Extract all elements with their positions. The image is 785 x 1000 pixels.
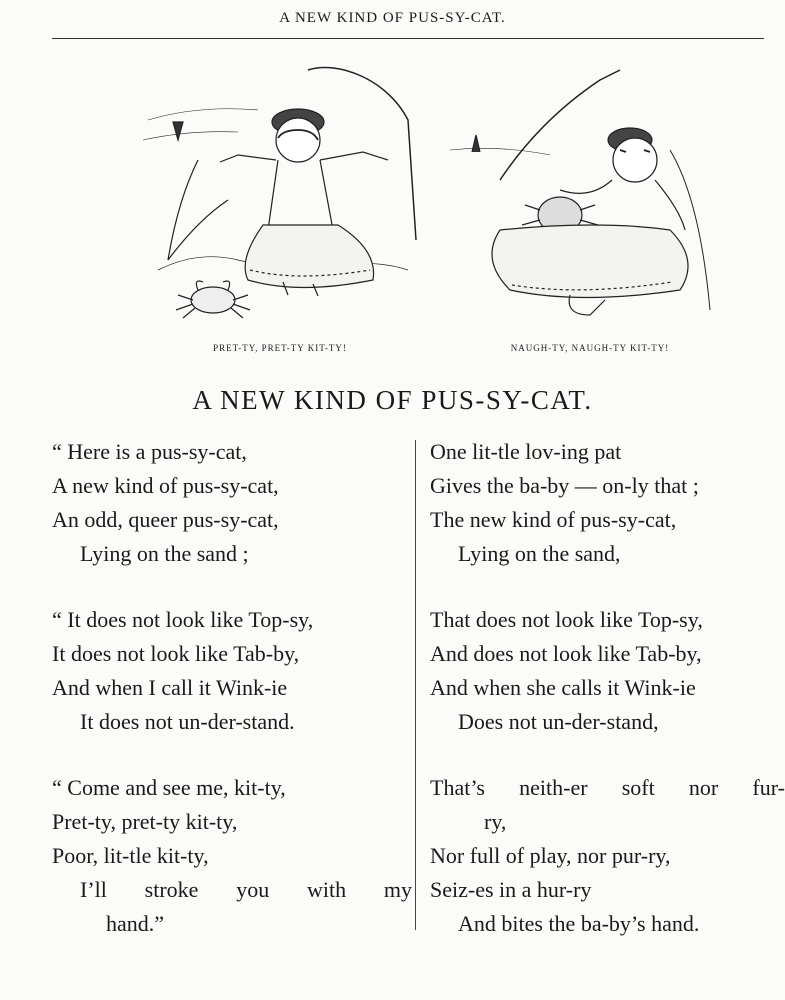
poem-word: fur-	[752, 775, 785, 800]
poem-line: An odd, queer pus-sy-cat,	[52, 507, 279, 532]
poem-line: Pret-ty, pret-ty kit-ty,	[52, 809, 238, 834]
column-divider	[415, 440, 416, 930]
poem-line: A new kind of pus-sy-cat,	[52, 473, 279, 498]
poem-word: That’s	[430, 775, 485, 800]
poem-line-justified	[430, 771, 785, 805]
poem-line: “ Come and see me, kit-ty,	[52, 775, 286, 800]
poem-line: Lying on the sand ;	[80, 541, 249, 566]
poem-word: with	[306, 877, 347, 902]
stanza	[52, 435, 412, 571]
stanza	[430, 603, 785, 739]
poem-line: And does not look like Tab-by,	[430, 641, 702, 666]
running-head: A NEW KIND OF PUS-SY-CAT.	[279, 10, 506, 26]
poem-word: stroke	[144, 877, 199, 902]
poem-line: It does not look like Tab-by,	[52, 641, 300, 666]
poem-word: I’ll	[80, 877, 107, 902]
poem-word: neith-er	[519, 775, 588, 800]
poem-line: ry,	[484, 809, 507, 834]
poem-line: Lying on the sand,	[458, 541, 621, 566]
stanza	[430, 435, 785, 571]
poem-line: hand.”	[106, 911, 165, 936]
poem-line: Seiz-es in a hur-ry	[430, 877, 592, 902]
poem-word: nor	[688, 775, 719, 800]
caption-pretty-kitty: PRET-TY, PRET-TY KIT-TY!	[213, 343, 347, 353]
poem-title: A NEW KIND OF PUS-SY-CAT.	[192, 385, 593, 415]
stanza	[52, 603, 412, 739]
illustration-pretty-kitty-drawing	[138, 60, 418, 340]
poem-line: And when she calls it Wink-ie	[430, 675, 696, 700]
poem-line: Does not un-der-stand,	[458, 709, 659, 734]
poem-line: “ It does not look like Top-sy,	[52, 607, 314, 632]
poem-column-left	[52, 435, 412, 973]
poem-line: And bites the ba-by’s hand.	[458, 911, 700, 936]
stanza	[52, 771, 412, 941]
poem-line: “ Here is a pus-sy-cat,	[52, 439, 247, 464]
poem-line: Nor full of play, nor pur-ry,	[430, 843, 671, 868]
poem-line-justified	[52, 873, 412, 907]
poem-word: soft	[621, 775, 655, 800]
poem-line: That does not look like Top-sy,	[430, 607, 703, 632]
illustration-pretty-kitty	[138, 60, 418, 340]
stanza	[430, 771, 785, 941]
poem-line: The new kind of pus-sy-cat,	[430, 507, 677, 532]
poem-word: you	[236, 877, 270, 902]
caption-naughty-kitty: NAUGH-TY, NAUGH-TY KIT-TY!	[510, 343, 670, 353]
poem-line: One lit-tle lov-ing pat	[430, 439, 622, 464]
poem-line: Gives the ba-by — on-ly that ;	[430, 473, 699, 498]
poem-column-right	[430, 435, 785, 973]
poem-line: Poor, lit-tle kit-ty,	[52, 843, 209, 868]
poem-line: It does not un-der-stand.	[80, 709, 295, 734]
header-rule	[52, 38, 764, 39]
poem-line: And when I call it Wink-ie	[52, 675, 288, 700]
poem-word: my	[383, 877, 412, 902]
illustration-naughty-kitty-drawing	[440, 60, 720, 340]
illustration-naughty-kitty	[440, 60, 720, 340]
